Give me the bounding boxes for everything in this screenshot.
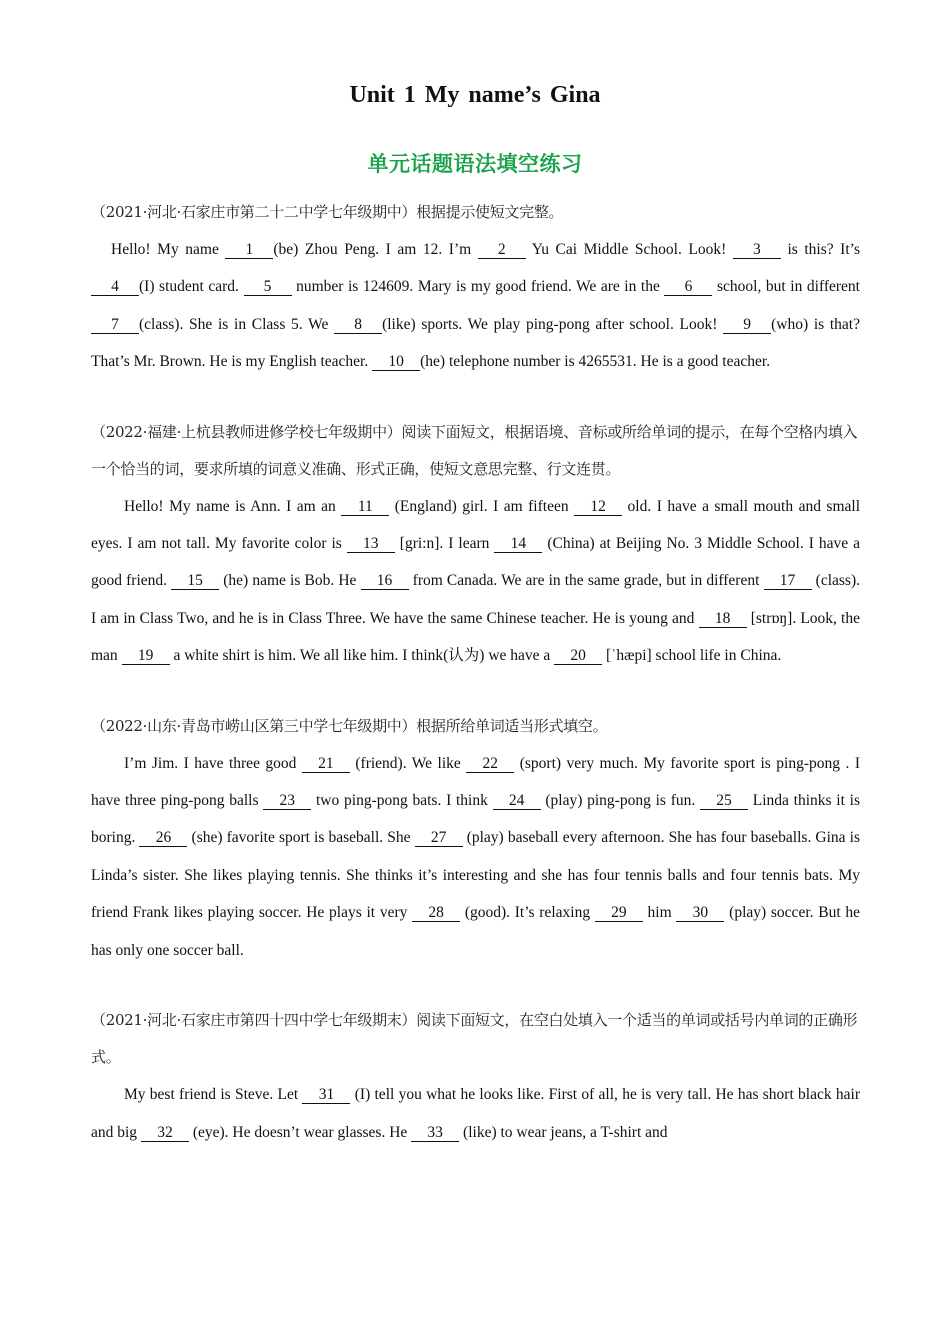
exercise-section [91,414,860,675]
answer-blank: 16 [361,572,409,590]
passage-text: (he) name is Bob. He [219,572,361,590]
answer-blank: 6 [664,278,712,296]
exercise-passage [91,488,860,675]
answer-blank: 9 [723,316,771,334]
answer-blank: 24 [493,792,541,810]
exercise-section [91,708,860,969]
passage-text: (play) baseball every afternoon. She has four baseballs. Gina is Linda’s sister. She likes playing tennis. She thinks it’s interesting and she has four tennis balls and four tennis bats. My friend Frank likes playing soccer. He plays it very [91,829,861,922]
answer-blank: 31 [302,1086,350,1104]
answer-blank: 18 [699,610,747,628]
passage-text: a white shirt is him. We all like him. I think(认为) we have a [169,647,555,665]
answer-blank: 26 [139,829,187,847]
answer-blank: 22 [466,755,514,773]
exercise-section [91,194,860,381]
passage-text: (class). She is in Class 5. We [139,315,335,333]
answer-blank: 8 [334,316,382,334]
passage-text: (play) soccer. But he has only one soccer ball. [91,904,860,959]
answer-blank: 28 [412,904,460,922]
exercise-source-instruction: （2022·福建·上杭县教师进修学校七年级期中）阅读下面短文，根据语境、音标或所给单词的提示，在每个空格内填入一个恰当的词，要求所填的词意义准确、形式正确，使短文意思完整、行文连贯。 [91,422,858,478]
answer-blank: 12 [574,498,622,516]
answer-blank: 25 [700,792,748,810]
passage-text: (who) is that? That’s Mr. Brown. He is my English teacher. [91,315,860,371]
answer-blank: 14 [494,535,542,553]
answer-blank: 11 [341,498,389,516]
passage-text: (China) at Beijing No. 3 Middle School. I have a good friend. [91,535,860,590]
passage-text: (like) sports. We play ping-pong after school. Look! [382,315,724,333]
passage-text: (be) Zhou Peng. I am 12. I’m [273,241,478,258]
passage-text: (good). It’s relaxing [460,904,595,922]
answer-blank: 5 [244,278,292,296]
passage-text: [strɒŋ]. Look, the man [91,609,860,665]
passage-text: (play) ping-pong is fun. [540,792,700,810]
exercise-source-instruction: （2021·河北·石家庄市第二十二中学七年级期中）根据提示使短文完整。 [91,203,564,221]
exercise-section [91,1002,860,1151]
passage-text: Linda thinks it is boring. [91,792,860,847]
exercise-source-instruction: （2021·河北·石家庄市第四十四中学七年级期末）阅读下面短文，在空白处填入一个适当的单词或括号内单词的正确形式。 [91,1011,858,1067]
passage-text: My best friend is Steve. Let [124,1086,303,1104]
passage-text: Hello! My name is Ann. I am an [124,497,342,515]
passage-text: [gri:n]. I learn [394,535,495,553]
answer-blank: 17 [764,572,812,590]
exercise-passage [91,745,860,969]
document-subtitle: 单元话题语法填空练习 [367,152,583,176]
answer-blank: 13 [347,535,395,553]
passage-text: (she) favorite sport is baseball. She [187,829,415,847]
exercise-passage [91,231,860,381]
passage-text: (England) girl. I am fifteen [389,497,575,515]
answer-blank: 29 [595,904,643,922]
passage-text: school, but in different [712,278,860,296]
passage-text: (class). I am in Class Two, and he is in Class Three. We have the same Chinese teacher. He is young and [91,572,860,627]
passage-text: two ping-pong bats. I think [311,792,493,810]
answer-blank: 33 [411,1124,459,1142]
answer-blank: 27 [415,829,463,847]
answer-blank: 3 [733,241,781,259]
document-title: Unit 1 My name’s Gina [349,82,601,108]
answer-blank: 20 [554,647,602,665]
passage-text: Yu Cai Middle School. Look! [525,241,733,258]
passage-text: (like) to wear jeans, a T-shirt and [459,1123,668,1141]
passage-text: is this? It’s [780,241,860,258]
answer-blank: 19 [122,647,170,665]
passage-text: (friend). We like [349,754,467,772]
answer-blank: 2 [478,241,526,259]
passage-text: number is 124609. Mary is my good friend. We are in the [291,278,665,296]
document-body [91,194,860,1184]
passage-text: I’m Jim. I have three good [124,754,302,772]
answer-blank: 23 [263,792,311,810]
answer-blank: 4 [91,278,139,296]
passage-text: (he) telephone number is 4265531. He is a good teacher. [420,353,771,371]
answer-blank: 1 [225,241,273,259]
passage-text: Hello! My name [111,241,226,258]
answer-blank: 10 [372,353,420,371]
passage-text: old. I have a small mouth and small eyes. I am not tall. My favorite color is [91,497,860,553]
exercise-passage [91,1076,860,1151]
answer-blank: 7 [91,316,139,334]
passage-text: him [642,904,677,922]
passage-text: (eye). He doesn’t wear glasses. He [188,1123,412,1141]
passage-text: (I) tell you what he looks like. First of all, he is very tall. He has short black hair and big [91,1086,860,1141]
answer-blank: 30 [676,904,724,922]
answer-blank: 15 [171,572,219,590]
passage-text: from Canada. We are in the same grade, but in different [408,572,764,590]
passage-text: (sport) very much. My favorite sport is ping-pong . I have three ping-pong balls [91,754,860,810]
answer-blank: 21 [302,755,350,773]
answer-blank: 32 [141,1124,189,1142]
passage-text: [ˈhæpi] school life in China. [602,647,782,665]
passage-text: (I) student card. [139,278,244,296]
exercise-source-instruction: （2022·山东·青岛市崂山区第三中学七年级期中）根据所给单词适当形式填空。 [91,716,608,735]
